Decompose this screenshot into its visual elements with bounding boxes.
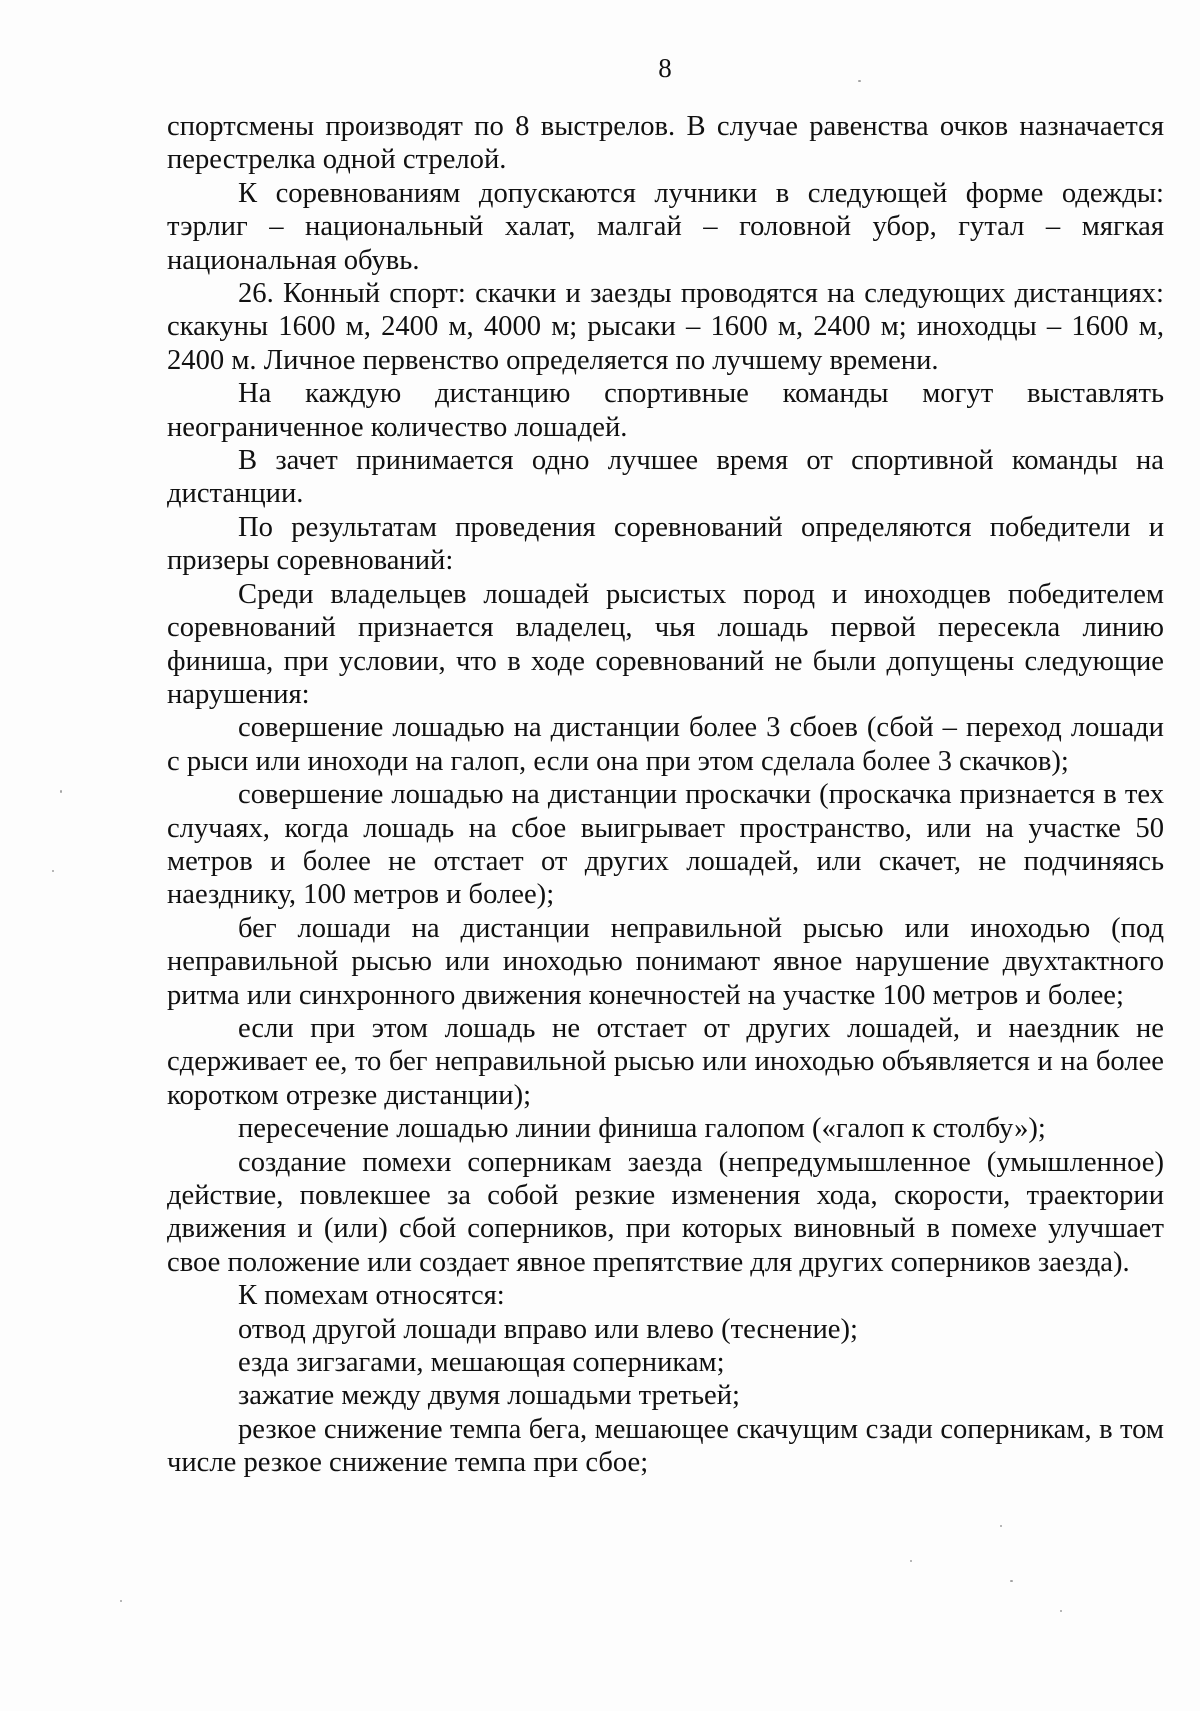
paragraph-18: резкое снижение темпа бега, мешающее скачущим сзади соперникам, в том числе резкое снижение темпа при сбое;: [167, 1413, 1164, 1479]
scan-speck: [910, 1560, 912, 1562]
paragraph-4: На каждую дистанцию спортивные команды могут выставлять неограниченное количество лошадей.: [167, 378, 1164, 443]
paragraph-1: спортсмены производят по 8 выстрелов. В случае равенства очков назначается перестрелка одной стрелой.: [167, 111, 1164, 176]
scan-speck: [52, 870, 54, 872]
paragraph-11: если при этом лошадь не отстает от других лошадей, и наездник не сдерживает ее, то бег неправильной рысью или иноходью объявляется и на более коротком отрезке дистанции);: [167, 1012, 1164, 1111]
scan-speck: [1010, 1580, 1013, 1582]
paragraph-12: пересечение лошадью линии финиша галопом («галоп к столбу»);: [238, 1113, 1046, 1145]
page-number: 8: [658, 53, 672, 83]
scan-speck: [1060, 1610, 1062, 1612]
paragraph-5: В зачет принимается одно лучшее время от спортивной команды на дистанции.: [167, 445, 1164, 510]
paragraph-16: езда зигзагами, мешающая соперникам;: [238, 1347, 725, 1379]
scan-speck: [60, 790, 62, 793]
paragraph-2: К соревнованиям допускаются лучники в следующей форме одежды: тэрлиг – национальный халат, малгай – головной убор, гутал – мягкая национальная обувь.: [167, 177, 1164, 276]
paragraph-10: бег лошади на дистанции неправильной рысью или иноходью (под неправильной рысью или иноходью понимают явное нарушение двухтактного ритма или синхронного движения конечностей на участке 100 метров и более;: [167, 912, 1164, 1011]
document-body: [167, 110, 1164, 1480]
paragraph-9: совершение лошадью на дистанции проскачки (проскачка признается в тех случаях, когда лошадь на сбое выигрывает пространство, или на участке 50 метров и более не отстает от других лошадей, или скачет, не подчиняясь наезднику, 100 метров и более);: [167, 779, 1164, 911]
scan-speck: [120, 1600, 122, 1602]
paragraph-6: По результатам проведения соревнований определяются победители и призеры соревнований:: [167, 511, 1164, 577]
scan-speck: [1000, 1525, 1002, 1527]
paragraph-17: зажатие между двумя лошадьми третьей;: [238, 1380, 740, 1412]
paragraph-15: отвод другой лошади вправо или влево (теснение);: [238, 1313, 858, 1345]
scan-speck: [858, 80, 861, 82]
paragraph-13: создание помехи соперникам заезда (непредумышленное (умышленное) действие, повлекшее за собой резкие изменения хода, скорости, траектории движения и (или) сбой соперников, при которых виновный в помехе улучшает свое положение или создает явное препятствие для других соперников заезда).: [167, 1146, 1164, 1278]
paragraph-8: совершение лошадью на дистанции более 3 сбоев (сбой – переход лошади с рыси или иноходи на галоп, если она при этом сделала более 3 скачков);: [167, 712, 1164, 777]
paragraph-14: К помехам относятся:: [238, 1280, 505, 1312]
paragraph-7: Среди владельцев лошадей рысистых пород и иноходцев победителем соревнований признается владелец, чья лошадь первой пересекла линию финиша, при условии, что в ходе соревнований не были допущены следующие нарушения:: [167, 578, 1164, 710]
paragraph-3: 26. Конный спорт: скачки и заезды проводятся на следующих дистанциях: скакуны 1600 м, 2400 м, 4000 м; рысаки – 1600 м, 2400 м; иноходцы – 1600 м, 2400 м. Личное первенство определяется по лучшему времени.: [167, 278, 1164, 376]
